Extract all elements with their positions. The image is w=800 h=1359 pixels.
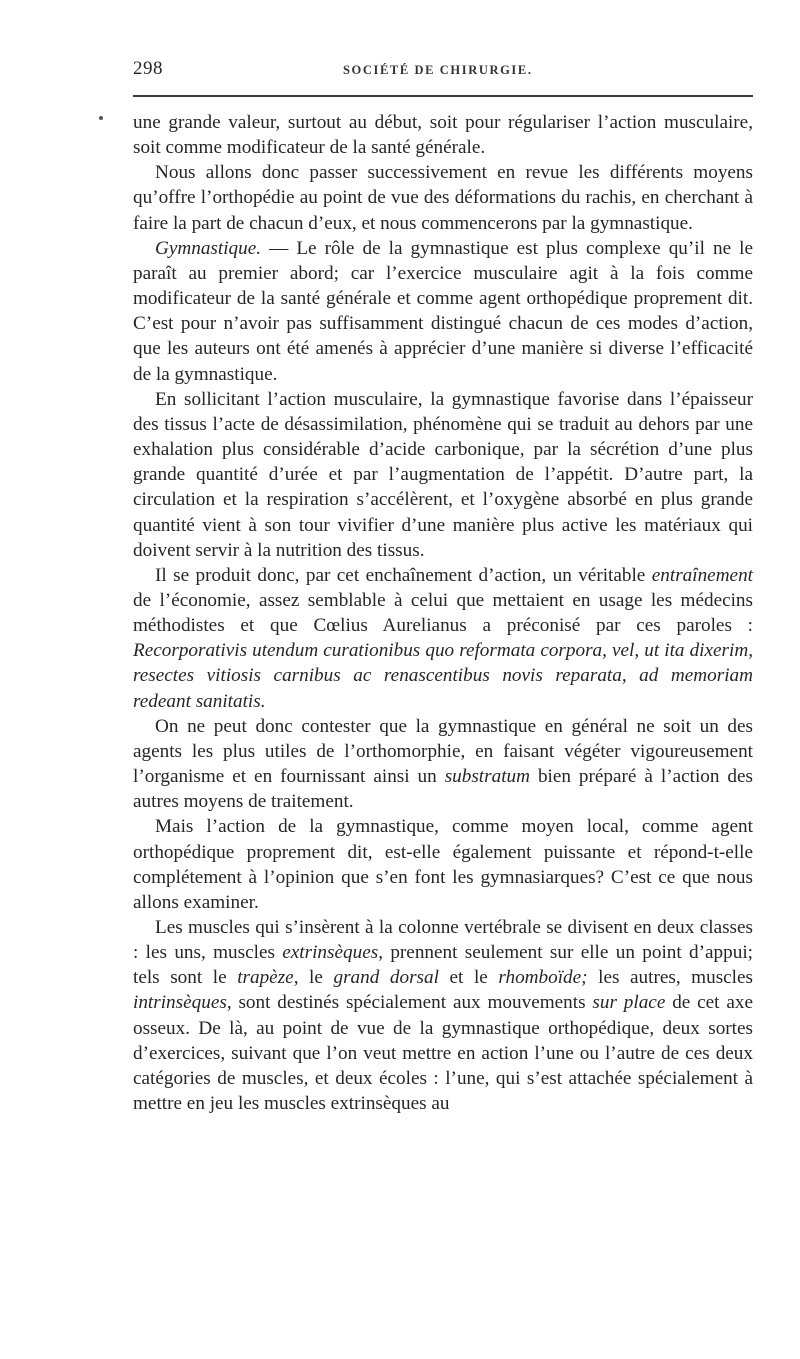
paragraph-8: Les muscles qui s’insèrent à la colonne vertébrale se divisent en deux classes : les uns, muscles extrinsèques, prennent seulement sur elle un point d’appui; tels sont le trapèze, le grand dorsal et le rhomboïde; les autres, muscles intrinsèques, sont destinés spécialement aux mouvements sur place de cet axe osseux. De là, au point de vue de la gymnastique orthopédique, deux sortes d’exercices, suivant que l’on veut mettre en action l’une ou l’autre de ces deux catégories de muscles, et deux écoles : l’une, qui s’est attachée spécialement à mettre en jeu les muscles extrinsèques au (133, 917, 753, 1115)
body-text (133, 110, 753, 1116)
paragraph-4: En sollicitant l’action musculaire, la gymnastique favorise dans l’épaisseur des tissus l’acte de désassimilation, phénomène qui se traduit au dehors par une exhalation plus considérable d’acide carbonique, par la sécrétion d’une plus grande quantité d’urée et par l’augmentation de l’appétit. D’autre part, la circulation et la respiration s’accélèrent, et l’oxygène absorbé en plus grande quantité vient à son tour vivifier d’une manière plus active les matériaux qui doivent servir à la nutrition des tissus. (133, 388, 753, 561)
page-header (133, 58, 753, 88)
header-rule (133, 95, 753, 97)
running-title: SOCIÉTÉ DE CHIRURGIE. (343, 63, 533, 77)
paragraph-6: On ne peut donc contester que la gymnastique en général ne soit un des agents les plus utiles de l’orthomorphie, en faisant végéter vigoureusement l’organisme et en fournissant ainsi un substratum bien préparé à l’action des autres moyens de traitement. (133, 715, 754, 813)
section-heading: Gymnastique. (155, 237, 262, 259)
page-number: 298 (133, 58, 163, 79)
paragraph-7: Mais l’action de la gymnastique, comme moyen local, comme agent orthopédique proprement dit, est-elle également puissante et répond-t-elle complétement à l’opinion que s’en font les gymnasiarques? C’est ce que nous allons examiner. (133, 816, 753, 913)
margin-mark (99, 116, 103, 120)
latin-quotation: Recorporativis utendum curationibus quo reformata corpora, vel, ut ita dixerim, resectes vitiosis carnibus ac renascentibus novis reparata, ad memoriam redeant sanitatis. (133, 640, 753, 712)
paragraph-5: Il se produit donc, par cet enchaînement d’action, un véritable entraînement de l’économie, assez semblable à celui que mettaient en usage les médecins méthodistes et que Cœlius Aurelianus a préconisé par ces paroles : Recorporativis utendum curationibus quo reformata corpora, vel, ut ita dixerim, resectes vitiosis carnibus ac renascentibus novis reparata, ad memoriam redeant sanitatis. (133, 564, 753, 712)
paragraph-2: Nous allons donc passer successivement en revue les différents moyens qu’offre l’orthopédie au point de vue des déformations du rachis, en cherchant à faire la part de chacun d’eux, et nous commencerons par la gymnastique. (133, 162, 753, 234)
paragraph-3: Gymnastique. — Le rôle de la gymnastique est plus complexe qu’il ne le paraît au premier abord; car l’exercice musculaire agit à la fois comme modificateur de la santé générale et comme agent orthopédique proprement dit. C’est pour n’avoir pas suffisamment distingué chacun de ces modes d’action, que les auteurs ont été amenés à apprécier d’une manière si diverse l’efficacité de la gymnastique. (133, 237, 753, 385)
paragraph-1: une grande valeur, surtout au début, soit pour régulariser l’action musculaire, soit comme modificateur de la santé générale. (133, 112, 753, 159)
